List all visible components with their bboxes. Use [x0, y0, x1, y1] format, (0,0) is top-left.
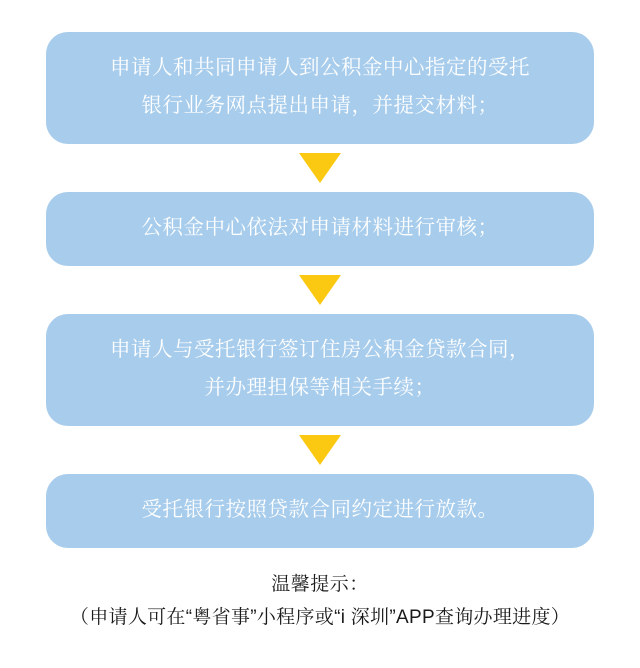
- flow-step-1-line-1: 申请人和共同申请人到公积金中心指定的受托: [110, 56, 530, 79]
- arrow-connector-2-wrap: [0, 266, 640, 314]
- flow-step-2: [46, 192, 594, 266]
- flow-step-4: [46, 474, 594, 548]
- flow-step-1-line-2: 银行业务网点提出申请，并提交材料；: [141, 94, 499, 117]
- tips-note: （申请人可在“粤省事”小程序或“i 深圳”APP查询办理进度）: [69, 607, 571, 628]
- arrow-connector-3-wrap: [0, 426, 640, 474]
- flow-step-3: [46, 314, 594, 426]
- down-arrow-icon: [299, 435, 341, 465]
- arrow-connector-1-wrap: [0, 144, 640, 192]
- flow-step-4-line-1: 受托银行按照贷款合同约定进行放款。: [141, 498, 499, 521]
- down-arrow-icon: [299, 275, 341, 305]
- flow-step-1: [46, 32, 594, 144]
- flow-step-3-line-1: 申请人与受托银行签订住房公积金贷款合同，: [110, 338, 530, 361]
- tips-title: 温馨提示：: [271, 574, 369, 595]
- tips-section: [0, 570, 640, 634]
- flow-step-3-line-2: 并办理担保等相关手续；: [204, 376, 436, 399]
- flow-step-2-line-1: 公积金中心依法对申请材料进行审核；: [141, 216, 499, 239]
- down-arrow-icon: [299, 153, 341, 183]
